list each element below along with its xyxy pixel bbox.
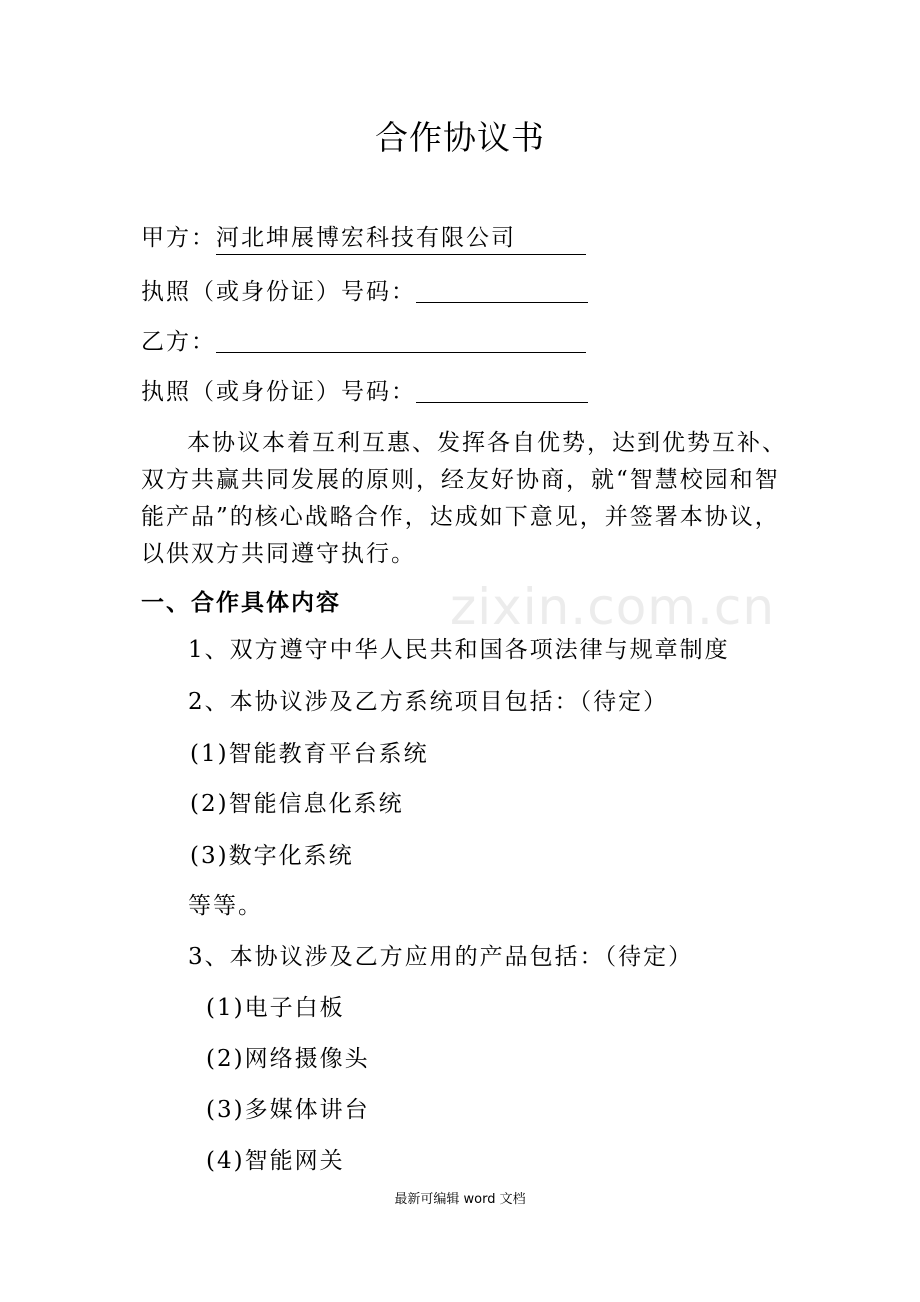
clause-2: 2、本协议涉及乙方系统项目包括：（待定） [188, 689, 669, 715]
product-item: (3)多媒体讲台 [206, 1097, 370, 1123]
party-b-license-line [141, 376, 588, 408]
section-heading: 一、合作具体内容 [141, 590, 341, 616]
product-item: (2)网络摄像头 [206, 1046, 370, 1072]
intro-line: 以供双方共同遵守执行。 [141, 541, 416, 567]
watermark: zixin.com.cn [450, 578, 776, 636]
system-item: (3)数字化系统 [190, 843, 354, 869]
clause-1: 1、双方遵守中华人民共和国各项法律与规章制度 [188, 637, 730, 663]
intro-line: 双方共赢共同发展的原则，经友好协商，就“智慧校园和智 [141, 467, 780, 493]
etc-text: 等等。 [188, 893, 263, 919]
system-item: (1)智能教育平台系统 [190, 741, 429, 767]
party-a-line [141, 222, 586, 255]
system-item: (2)智能信息化系统 [190, 791, 404, 817]
product-item: (4)智能网关 [206, 1148, 345, 1174]
page-footer: 最新可编辑 word 文档 [394, 1192, 526, 1207]
intro-line: 本协议本着互利互惠、发挥各自优势，达到优势互补、 [187, 430, 787, 456]
clause-3: 3、本协议涉及乙方应用的产品包括：（待定） [188, 944, 694, 970]
intro-line: 能产品”的核心战略合作，达成如下意见，并签署本协议， [141, 504, 780, 530]
party-a-license-line [141, 276, 588, 308]
party-a-license-label: 执照（或身份证）号码： [141, 279, 416, 305]
party-b-line [141, 326, 586, 358]
party-b-license-blank [416, 376, 588, 403]
party-b-blank [216, 326, 586, 353]
intro-paragraph [141, 425, 801, 573]
product-item: (1)电子白板 [206, 995, 345, 1021]
party-a-license-blank [416, 276, 588, 303]
document-title: 合作协议书 [375, 118, 545, 157]
party-b-label: 乙方： [141, 329, 216, 355]
party-a-label: 甲方： [141, 225, 216, 251]
party-b-license-label: 执照（或身份证）号码： [141, 379, 416, 405]
party-a-name: 河北坤展博宏科技有限公司 [216, 222, 586, 255]
